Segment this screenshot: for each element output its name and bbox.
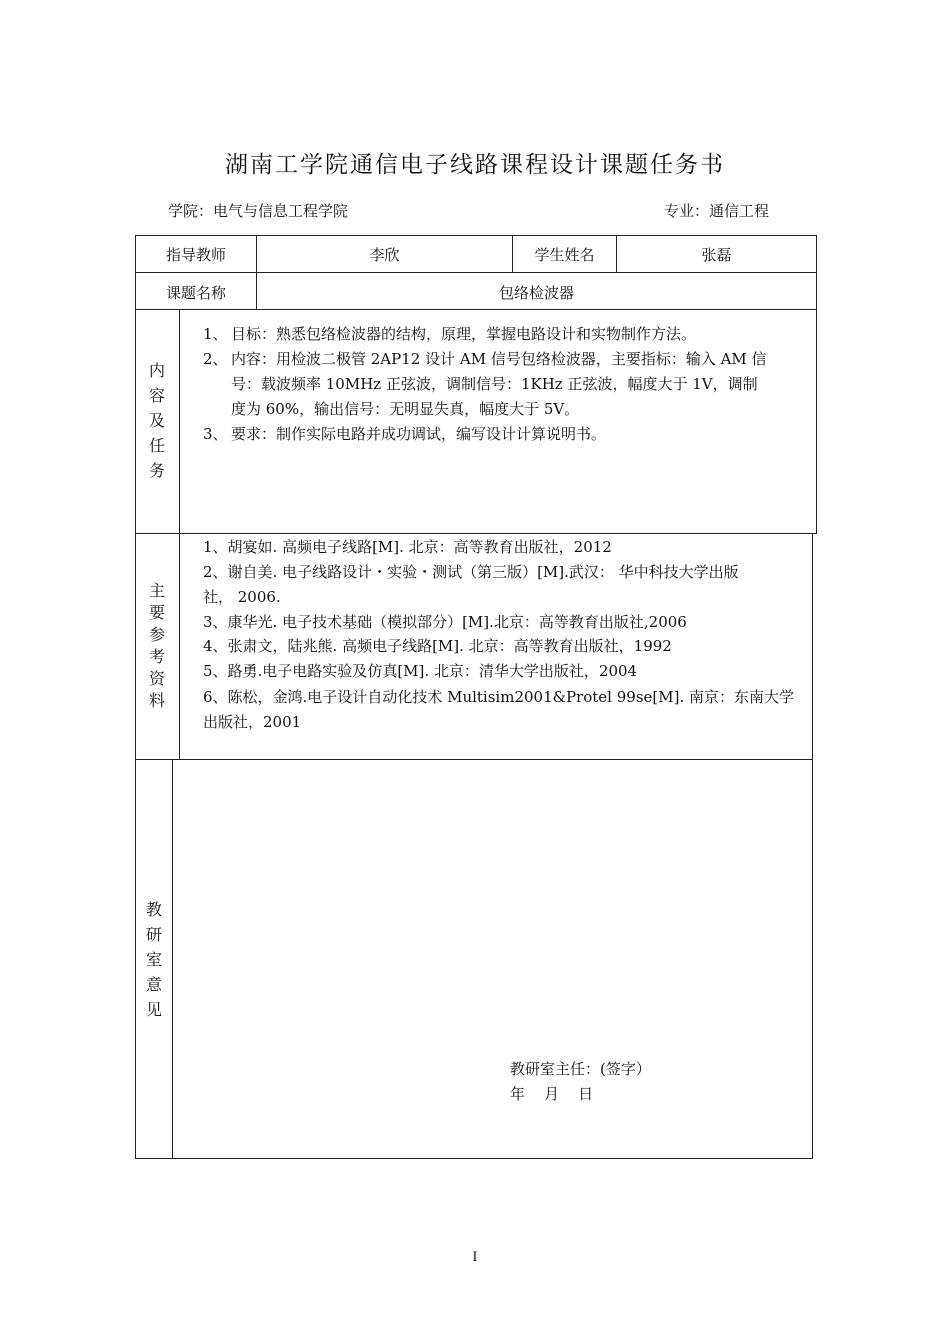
references-label: 主 要 参 考 资 料 (148, 581, 165, 710)
page-number: I (472, 1250, 478, 1265)
reference-line: 出版社，2001 (203, 713, 302, 731)
reference-line: 3、康华光. 电子技术基础（模拟部分）[M].北京：高等教育出版社,2006 (203, 613, 687, 631)
cell-divider (172, 759, 173, 1159)
topic-name: 包络检波器 (498, 284, 574, 302)
signature-line: 教研室主任：(签字） (510, 1060, 651, 1078)
student-label: 学生姓名 (534, 246, 595, 264)
page-title: 湖南工学院通信电子线路课程设计课题任务书 (225, 152, 725, 178)
topic-label: 课题名称 (165, 284, 226, 302)
opinion-section (135, 759, 813, 1159)
reference-line: 2、谢自美. 电子线路设计・实验・测试（第三版）[M].武汉： 华中科技大学出版 (203, 563, 739, 581)
reference-line: 4、张肃文，陆兆熊. 高频电子线路[M]. 北京：高等教育出版社，1992 (203, 637, 672, 655)
reference-line: 社， 2006. (203, 588, 281, 606)
major-label: 专业：通信工程 (664, 202, 770, 220)
cell-divider (179, 533, 180, 760)
reference-line: 6、陈松，金鸿.电子设计自动化技术 Multisim2001&Protel 99se[M]. 南京：东南大学 (203, 688, 794, 706)
college-label: 学院：电气与信息工程学院 (168, 202, 349, 220)
cell-divider (179, 309, 180, 534)
opinion-label: 教 研 室 意 见 (145, 900, 162, 1019)
student-name: 张磊 (701, 246, 732, 264)
advisor-name: 李欣 (369, 246, 400, 264)
reference-line: 5、路勇.电子电路实验及仿真[M]. 北京：清华大学出版社，2004 (203, 662, 638, 680)
reference-line: 1、胡宴如. 高频电子线路[M]. 北京：高等教育出版社，2012 (203, 538, 612, 556)
advisor-label: 指导教师 (165, 246, 226, 264)
content-label: 内 容 及 任 务 (148, 361, 165, 480)
date-line: 年 月 日 (510, 1085, 594, 1103)
